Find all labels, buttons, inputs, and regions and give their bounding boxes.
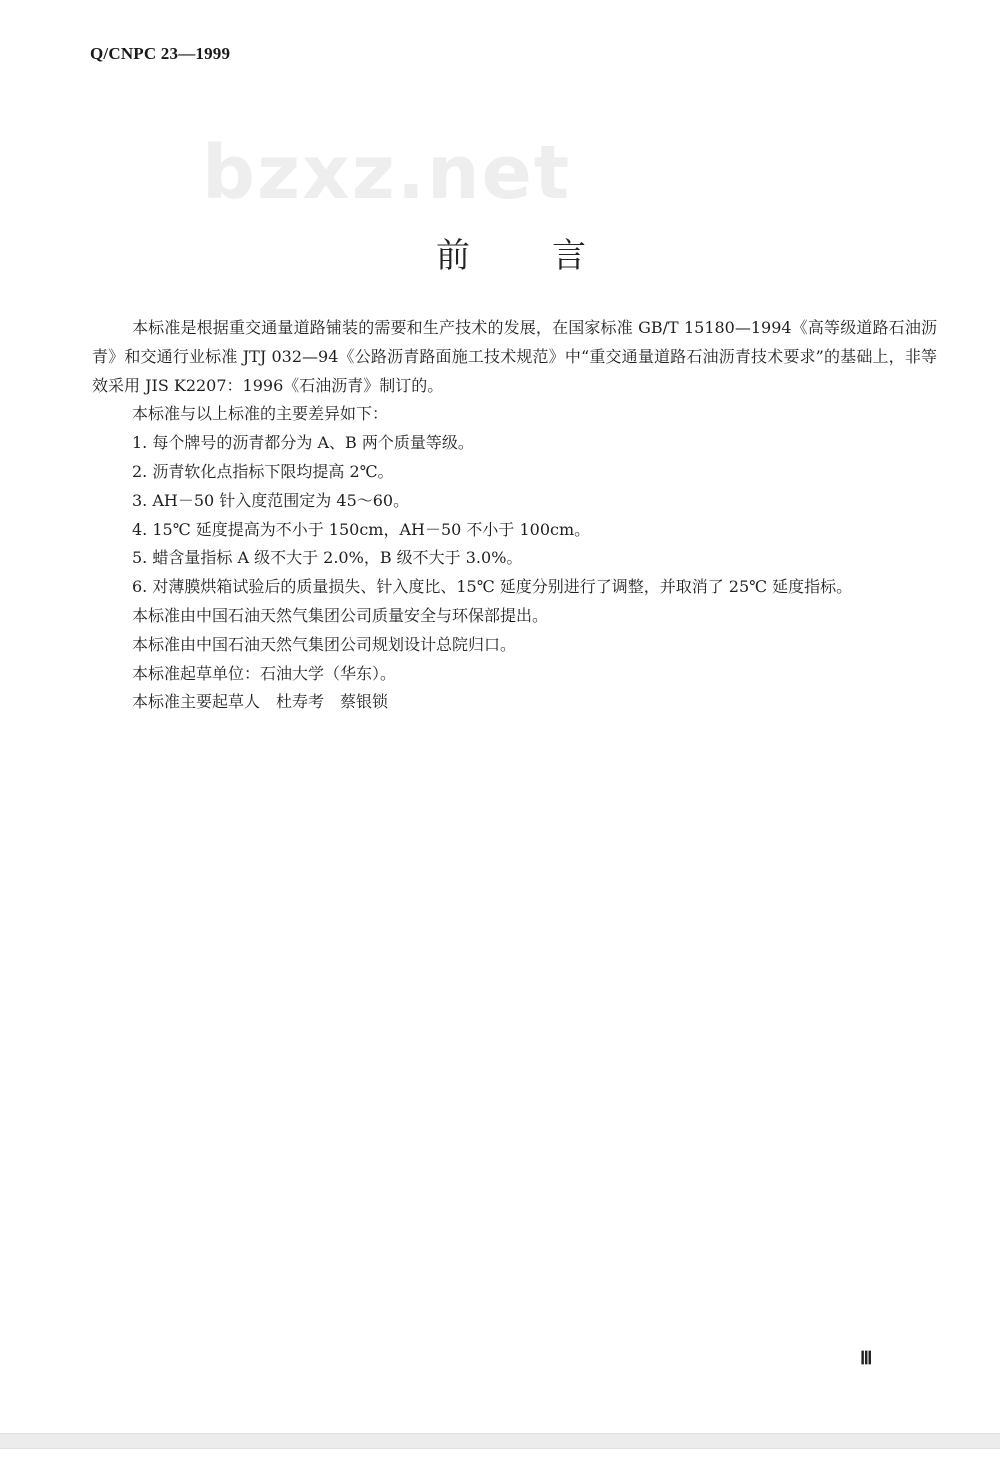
foreword-body	[92, 314, 937, 717]
page-number: Ⅲ	[860, 1348, 873, 1368]
list-item: 4. 15℃ 延度提高为不小于 150cm，AH－50 不小于 100cm。	[132, 519, 591, 539]
list-item: 5. 蜡含量指标 A 级不大于 2.0%，B 级不大于 3.0%。	[132, 548, 523, 568]
next-page-edge	[0, 1449, 1000, 1459]
paragraph-proposer: 本标准由中国石油天然气集团公司质量安全与环保部提出。	[132, 605, 549, 625]
list-item: 1. 每个牌号的沥青都分为 A、B 两个质量等级。	[132, 433, 474, 453]
page-separator	[0, 1433, 1000, 1449]
paragraph-drafters: 本标准主要起草人 杜寿考 蔡银锁	[132, 692, 389, 712]
standard-code: Q/CNPC 23—1999	[90, 44, 231, 63]
paragraph-differences-heading: 本标准与以上标准的主要差异如下：	[132, 404, 389, 424]
list-item: 3. AH－50 针入度范围定为 45～60。	[132, 490, 410, 510]
watermark: bzxz.net	[202, 130, 572, 216]
paragraph-intro: 本标准是根据重交通量道路铺装的需要和生产技术的发展，在国家标准 GB/T 15180—1994《高等级道路石油沥青》和交通行业标准 JTJ 032—94《公路沥青路面施工技术规范》中“重交通量道路石油沥青技术要求”的基础上，非等效采用 JIS K2207：1996《石油沥青》制订的。	[92, 318, 937, 395]
paragraph-drafting-unit: 本标准起草单位：石油大学（华东）。	[132, 663, 397, 683]
page-title: 前言	[436, 236, 668, 276]
list-item: 2. 沥青软化点指标下限均提高 2℃。	[132, 461, 394, 481]
list-item: 6. 对薄膜烘箱试验后的质量损失、针入度比、15℃ 延度分别进行了调整，并取消了 25℃ 延度指标。	[132, 577, 853, 597]
paragraph-administrator: 本标准由中国石油天然气集团公司规划设计总院归口。	[132, 634, 517, 654]
